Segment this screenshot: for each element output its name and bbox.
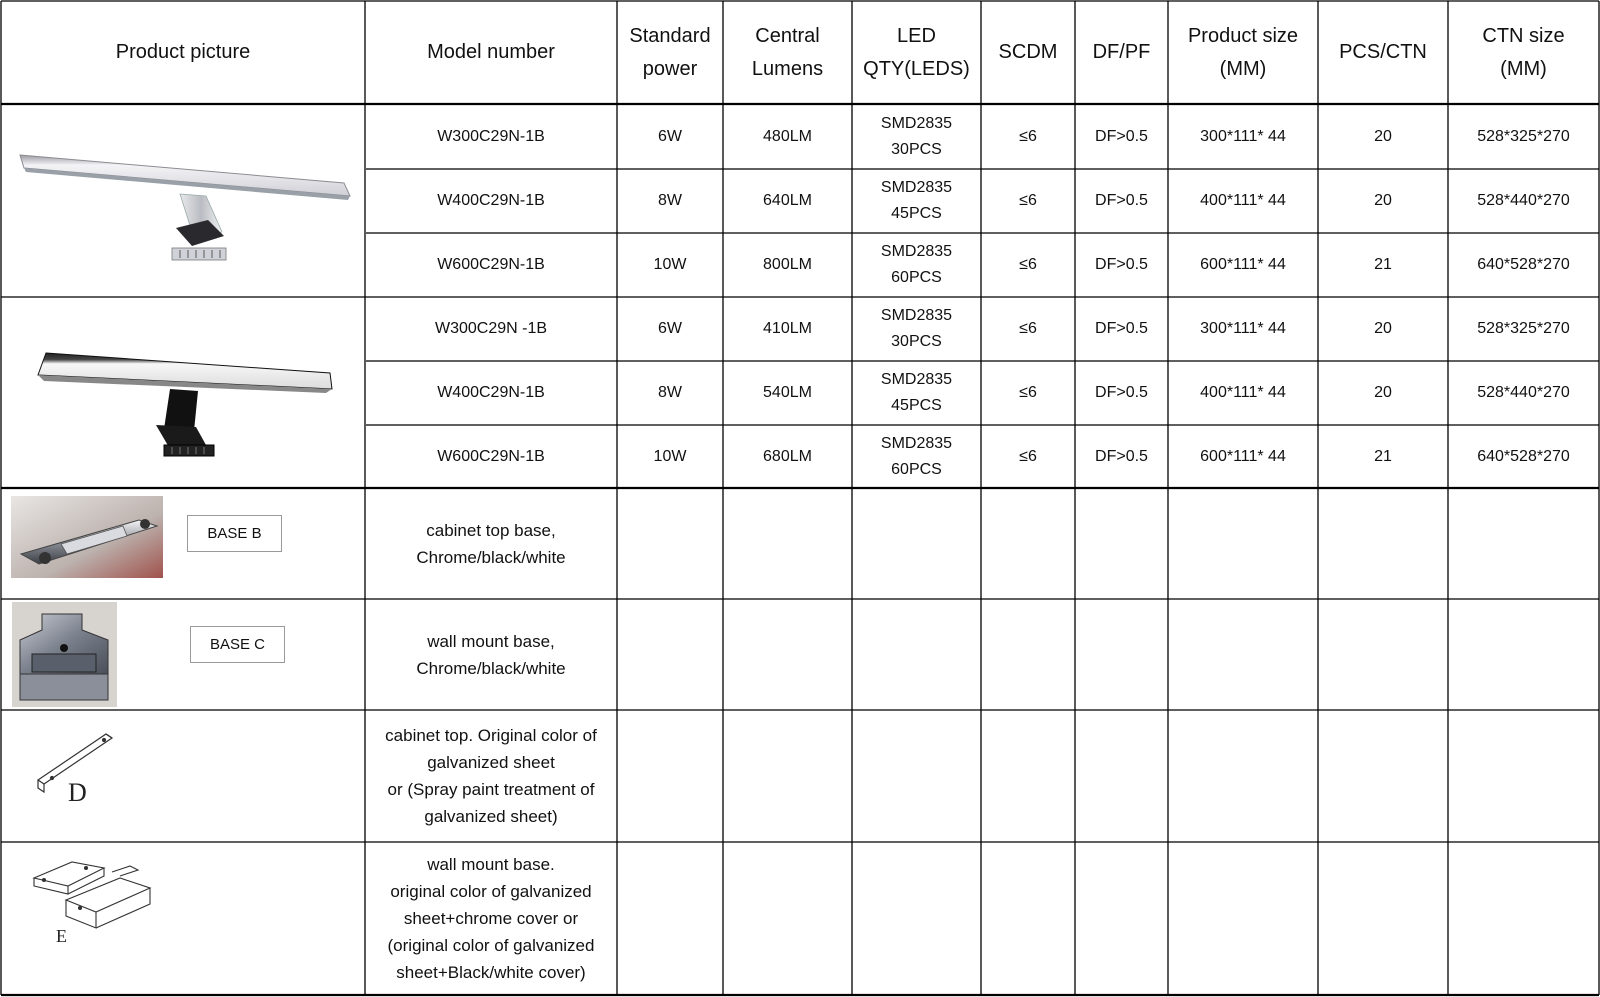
power-cell: 10W (653, 256, 687, 273)
size-cell: 300*111* 44 (1200, 127, 1286, 145)
scdm-cell: ≤6 (1019, 256, 1037, 273)
led-cell: SMD2835 45PCS (880, 371, 953, 414)
scdm-cell: ≤6 (1019, 447, 1037, 465)
dfpf-cell: DF>0.5 (1095, 320, 1148, 337)
power-cell: 6W (658, 320, 682, 337)
lumens-cell: 800LM (763, 256, 812, 273)
size-cell: 400*111* 44 (1200, 192, 1286, 209)
model-cell: W300C29N-1B (437, 127, 545, 145)
size-cell: 400*111* 44 (1200, 384, 1286, 401)
power-cell: 6W (658, 127, 682, 145)
size-cell: 600*111* 44 (1200, 256, 1286, 273)
scdm-cell: ≤6 (1019, 192, 1037, 209)
power-cell: 10W (653, 447, 687, 465)
black-mirror-light-image (30, 345, 340, 465)
led-cell: SMD2835 45PCS (880, 179, 953, 222)
dfpf-cell: DF>0.5 (1095, 384, 1148, 401)
header-ctn-size: CTN size (MM) (1482, 24, 1565, 80)
pcs-cell: 20 (1374, 384, 1392, 401)
pcs-cell: 20 (1374, 192, 1392, 209)
led-cell: SMD2835 30PCS (880, 307, 953, 350)
led-cell: SMD2835 60PCS (880, 243, 953, 286)
model-cell: W600C29N-1B (437, 256, 545, 273)
power-cell: 8W (658, 192, 682, 209)
bracket-d-label: D (68, 778, 87, 807)
lumens-cell: 540LM (763, 384, 812, 401)
lumens-cell: 410LM (763, 320, 812, 337)
ctn-cell: 528*325*270 (1477, 320, 1570, 337)
lumens-cell: 480LM (763, 127, 812, 145)
header-model-number: Model number (427, 41, 555, 63)
pcs-cell: 20 (1374, 320, 1392, 337)
dfpf-cell: DF>0.5 (1095, 127, 1148, 145)
ctn-cell: 528*440*270 (1477, 384, 1570, 401)
model-cell: W400C29N-1B (437, 384, 545, 401)
bracket-e-description: wall mount base. original color of galvanized sheet+chrome cover or (original color of galvanized sheet+Black/white cover) (387, 855, 595, 982)
scdm-cell: ≤6 (1019, 384, 1037, 401)
size-cell: 300*111* 44 (1200, 320, 1286, 337)
pcs-cell: 20 (1374, 127, 1392, 145)
led-cell: SMD2835 30PCS (880, 114, 953, 158)
scdm-cell: ≤6 (1019, 320, 1037, 337)
led-cell: SMD2835 60PCS (880, 434, 953, 478)
lumens-cell: 640LM (763, 192, 812, 209)
ctn-cell: 528*325*270 (1477, 127, 1570, 145)
header-pcs-ctn: PCS/CTN (1339, 41, 1427, 63)
ctn-cell: 640*528*270 (1477, 256, 1570, 273)
header-df-pf: DF/PF (1092, 41, 1151, 63)
scdm-cell: ≤6 (1019, 127, 1037, 145)
chrome-mirror-light-image (8, 140, 358, 268)
ctn-cell: 640*528*270 (1477, 447, 1570, 465)
pcs-cell: 21 (1374, 256, 1392, 273)
bracket-e-label: E (56, 926, 67, 946)
size-cell: 600*111* 44 (1200, 447, 1286, 465)
base-b-label: BASE B (187, 515, 282, 552)
dfpf-cell: DF>0.5 (1095, 192, 1148, 209)
header-scdm: SCDM (998, 41, 1058, 63)
header-standard-power: Standard power (629, 24, 711, 80)
base-b-description: cabinet top base, Chrome/black/white (416, 520, 566, 567)
power-cell: 8W (658, 384, 682, 401)
bracket-d-description: cabinet top. Original color of galvanized sheet or (Spray paint treatment of galvanized sheet) (385, 726, 597, 826)
base-c-photo (12, 602, 117, 707)
dfpf-cell: DF>0.5 (1095, 447, 1148, 465)
header-product-size: Product size (MM) (1187, 24, 1299, 80)
dfpf-cell: DF>0.5 (1095, 256, 1148, 273)
base-c-description: wall mount base, Chrome/black/white (416, 631, 566, 678)
model-cell: W400C29N-1B (437, 192, 545, 209)
ctn-cell: 528*440*270 (1477, 192, 1570, 209)
header-led-qty: LED QTY(LEDS) (863, 24, 970, 80)
lumens-cell: 680LM (763, 447, 812, 465)
header-product-picture: Product picture (115, 41, 251, 63)
model-cell: W600C29N-1B (437, 447, 545, 465)
base-b-photo (11, 496, 163, 578)
pcs-cell: 21 (1374, 447, 1392, 465)
bracket-e-drawing (30, 858, 155, 933)
model-cell: W300C29N -1B (434, 320, 548, 337)
base-c-label: BASE C (190, 626, 285, 663)
header-central-lumens: Central Lumens (751, 24, 824, 80)
